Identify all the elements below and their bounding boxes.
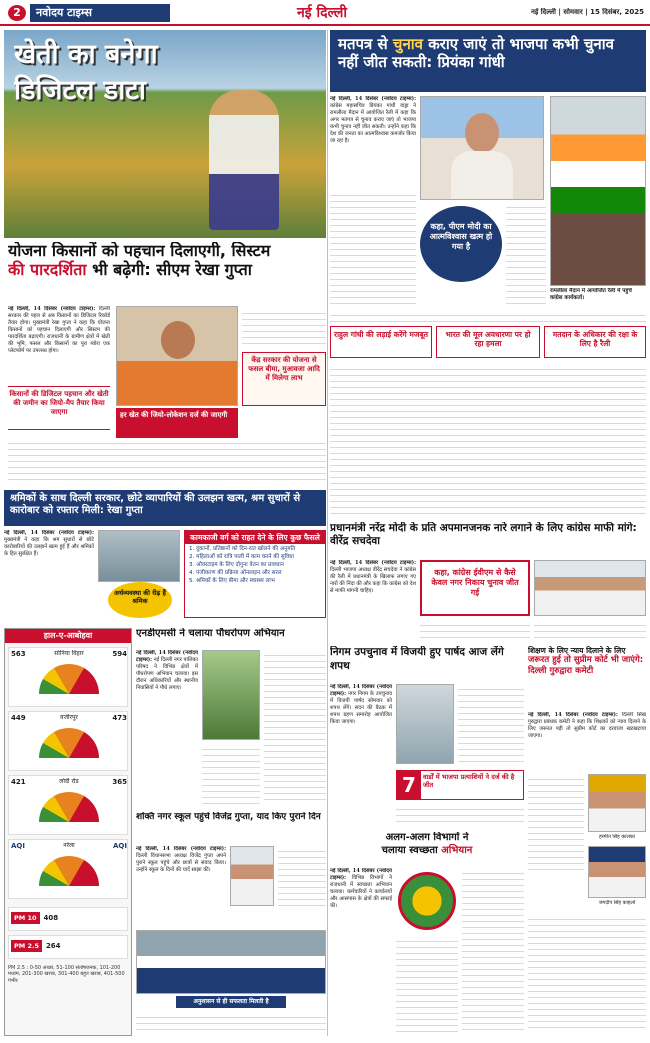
gurudwara-body-text: दिल्ली सिख गुरुद्वारा प्रबंधक कमेटी ने कहा कि शिक्षकों को न्याय दिलाने के लिए जरूरत पड़ी तो सुप्रीम कोर्ट का दरवाजा खटखटाया जाएगा।	[528, 712, 646, 740]
cm-head	[161, 321, 195, 359]
clean-headline-highlight: अभियान	[441, 844, 473, 856]
aqi-card	[8, 775, 128, 835]
aqi-card	[8, 711, 128, 771]
pm-value: 408	[43, 914, 59, 922]
mcd-count-label: वार्डों में भाजपा प्रत्याशियों ने दर्ज की है जीत	[423, 773, 515, 790]
labour-body	[4, 530, 94, 618]
rally-sub-1: राहुल गांधी की लड़ाई करेंगे मजबूत	[330, 326, 432, 358]
cm-photo	[116, 306, 238, 406]
priyanka-head	[465, 113, 499, 153]
labour-box-item: 5. श्रमिकों के लिए बीमा और स्वास्थ्य लाभ	[189, 578, 321, 586]
column-divider	[327, 30, 328, 1036]
headline-rest: भी बढ़ेगी: सीएम रेखा गुप्ता	[92, 259, 252, 279]
mcd-photo	[396, 684, 454, 764]
graphic-headline-1: खेती का बनेगा	[14, 39, 158, 70]
aqi-gauge	[39, 664, 99, 694]
sachdeva-dateline: नई दिल्ली, 14 दिसंबर (नवोदय टाइम्स):	[330, 560, 416, 566]
headline-highlight: की पारदर्शिता	[8, 259, 87, 279]
labour-box-item: 1. दुकानों, प्रतिष्ठानों को दिन-रात खोलने की अनुमति	[189, 546, 321, 554]
city-label: नई दिल्ली	[296, 5, 347, 21]
rally-body-text: कांग्रेस महासचिव प्रियंका गांधी वाड्रा ने रामलीला मैदान में आयोजित रैली में कहा कि अगर मतपत्र से चुनाव कराए जाएं तो भाजपा कभी चुनाव नहीं जीत सकती। उन्होंने कहा कि देश की जनता का आत्मविश्वास कमजोर किया जा रहा है।	[330, 103, 416, 145]
labour-box-title: कामकाजी वर्ग को राहत देने के लिए कुछ फैसले	[185, 531, 325, 544]
rally-col-lines-1	[330, 190, 416, 305]
rally-headline-text	[338, 36, 638, 71]
gurudwara-photo-2-caption: जगदीप सिंह काहलों	[598, 900, 636, 906]
story-sachdeva	[330, 522, 646, 642]
labour-headline: श्रमिकों के साथ दिल्ली सरकार, छोटे व्यापारियों की उलझन खत्म, श्रम सुधारों से कारोबार को रफ्तार मिली: रेखा गुप्ता	[4, 490, 326, 526]
aqi-gauge	[39, 728, 99, 758]
labour-box-item: 3. ओवरटाइम के लिए दोगुना वेतन का प्रावधान	[189, 562, 321, 570]
clean-dateline: नई दिल्ली, 14 दिसंबर (नवोदय टाइम्स):	[330, 868, 392, 882]
clean-body-text: विभिन्न विभागों ने राजधानी में स्वच्छता अभियान चलाया। कर्मचारियों ने कार्यालयों और आसपास के क्षेत्रों की सफाई की।	[330, 875, 392, 910]
masthead	[0, 0, 650, 26]
gurudwara-photo-1-caption: हरमीत सिंह कालका	[598, 834, 635, 840]
gurudwara-dateline: नई दिल्ली, 14 दिसंबर (नवोदय टाइम्स):	[528, 712, 618, 718]
labour-box	[184, 530, 326, 618]
labour-box-item: 2. महिलाओं को रात्रि पाली में काम करने की सुविधा	[189, 554, 321, 562]
farm-text-right	[242, 308, 326, 348]
aqi-card	[8, 839, 128, 899]
aqi-footnote: PM 2.5 : 0-50 अच्छा, 51-100 संतोषजनक, 101-200 मध्यम, 201-300 खराब, 301-400 बहुत खराब, 401-500 गंभीर	[8, 965, 125, 984]
farm-dateline: नई दिल्ली, 14 दिसंबर (नवोदय टाइम्स):	[8, 306, 96, 312]
mcd-headline: निगम उपचुनाव में विजयी हुए पार्षद आज लेंगे शपथ	[330, 646, 504, 672]
rally-headline-rest: कराए जाएं तो भाजपा कभी चुनाव नहीं जीत सकती: प्रियंका गांधी	[338, 35, 614, 71]
gurudwara-headline	[528, 646, 646, 708]
mcd-col-lines	[458, 684, 524, 764]
priyanka-photo	[420, 96, 544, 200]
sachdeva-col-lines	[420, 620, 530, 640]
rally-headline	[330, 30, 646, 92]
ndmc-body-text: नई दिल्ली नगर पालिका परिषद ने विभिन्न क्षेत्रों में पौधरोपण अभियान चलाया। इस दौरान अधिकारियों और स्थानीय निवासियों ने पौधे लगाए।	[136, 657, 198, 692]
ndmc-body	[136, 650, 198, 804]
ndmc-dateline: नई दिल्ली, 14 दिसंबर (नवोदय टाइम्स):	[136, 650, 198, 664]
school-photo	[136, 930, 326, 994]
farm-quote-2: हर खेत की जियो-लोकेशन दर्ज की जाएगी	[116, 408, 238, 438]
story-gurudwara	[528, 646, 646, 1034]
clean-emblem	[398, 872, 456, 930]
headline-farm-line1: योजना किसानों को पहचान दिलाएगी, सिस्टम	[8, 242, 271, 260]
aqi-left-value: AQI	[11, 842, 25, 850]
story-farm-digital	[4, 30, 326, 485]
aqi-right-value: 365	[112, 778, 127, 786]
pm-row	[8, 935, 128, 959]
aqi-location: वजीरपुर	[60, 714, 78, 721]
aqi-gauge	[39, 792, 99, 822]
sachdeva-headline: प्रधानमंत्री नरेंद्र मोदी के प्रति अपमानजनक नारे लगाने के लिए कांग्रेस माफी मांगे: वीरेंद्र सचदेवा	[330, 522, 637, 548]
clean-col-lines-2	[462, 868, 524, 1032]
clean-headline-pre: चलाया स्वच्छता	[381, 844, 438, 856]
rally-sub-text	[330, 364, 646, 514]
crowd-photo	[550, 96, 646, 286]
gurudwara-photo-2	[588, 846, 646, 898]
clean-headline-1: अलग-अलग विभागों ने	[385, 832, 469, 843]
masthead-rule	[0, 24, 650, 26]
aqi-right-value: AQI	[113, 842, 127, 850]
farm-body: दिल्ली सरकार की पहल से अब किसानों का डिजिटल रिकॉर्ड तैयार होगा। मुख्यमंत्री रेखा गुप्ता ने कहा कि योजना किसानों को पहचान दिलाएगी और सिस्टम की पारदर्शिता बढ़ाएगी। राजधानी के ग्रामीण क्षेत्रों में खेती की भूमि, फसल और किसानों का पूरा ब्योरा एक प्लेटफॉर्म पर उपलब्ध होगा।	[8, 306, 110, 355]
farm-pull-quote: किसानों की डिजिटल पहचान और खेती की जमीन का जियो-मैप तैयार किया जाएगा	[8, 386, 110, 430]
gurudwara-photo-1	[588, 774, 646, 832]
mcd-body	[330, 684, 392, 824]
school-dateline: नई दिल्ली, 14 दिसंबर (नवोदय टाइम्स):	[136, 846, 226, 852]
rally-headline-highlight: चुनाव	[392, 35, 423, 53]
labour-dateline: नई दिल्ली, 14 दिसंबर (नवोदय टाइम्स):	[4, 530, 94, 536]
labour-photo	[98, 530, 180, 582]
rally-col-lines-3	[330, 310, 646, 322]
crowd-caption: रामलीला मैदान में आयोजित रैली में पहुंचे कांग्रेस कार्यकर्ता।	[550, 288, 632, 301]
mcd-col-lines-2	[396, 804, 524, 824]
school-inset-photo	[230, 846, 274, 906]
sachdeva-photo	[534, 560, 646, 616]
gurudwara-headline-2: जरूरत हुई तो सुप्रीम कोर्ट भी जाएंगे: दिल्ली गुरुद्वारा कमेटी	[528, 655, 644, 676]
ndmc-col-lines-2	[202, 744, 260, 804]
gurudwara-headline-1: शिक्षण के लिए न्याय दिलाने के लिए	[528, 646, 626, 655]
aqi-location: लोदी रोड	[59, 778, 79, 785]
school-headline: शक्ति नगर स्कूल पहुंचे विजेंद्र गुप्ता, याद किए पुराने दिन	[136, 812, 321, 822]
gurudwara-col-lines	[528, 774, 584, 874]
graphic-headline-2: डिजिटल डाटा	[14, 75, 146, 106]
ndmc-photo	[202, 650, 260, 740]
farmer-figure	[209, 90, 279, 230]
story-mcd-oath	[330, 646, 524, 828]
rally-sub-3: मतदान के अधिकार की रक्षा के लिए है रैली	[544, 326, 646, 358]
clean-col-lines	[396, 936, 458, 1032]
mcd-count-number: 7	[397, 771, 421, 799]
gurudwara-body	[528, 712, 646, 772]
headline-farm-line2	[8, 261, 324, 280]
pm-row	[8, 907, 128, 931]
school-body	[136, 846, 226, 926]
sachdeva-box: कहा, कांग्रेस ईवीएम से कैसे केवल नगर निकाय चुनाव जीत गई	[420, 560, 530, 616]
aqi-left-value: 421	[11, 778, 26, 786]
rally-headline-pre: मतपत्र से	[338, 35, 388, 53]
sachdeva-body	[330, 560, 416, 640]
aqi-right-value: 473	[112, 714, 127, 722]
clean-headline	[330, 832, 524, 864]
clean-headline-2	[330, 845, 524, 858]
aqi-card	[8, 647, 128, 707]
school-col-lines-2	[136, 1012, 326, 1032]
school-inset-caption: अनुशासन से ही सफलता मिलती है	[176, 996, 286, 1008]
date-line: नई दिल्ली | सोमवार | 15 दिसंबर, 2025	[530, 8, 644, 16]
farm-graphic	[4, 30, 326, 238]
headline-farm	[8, 242, 324, 300]
paper-name: नवोदय टाइम्स	[30, 4, 170, 22]
rally-bubble: कहा, पीएम मोदी का आत्मविश्वास खत्म हो गया है	[420, 206, 502, 282]
aqi-right-value: 594	[112, 650, 127, 658]
rally-col-lines-2	[506, 202, 546, 306]
mcd-body-text: नगर निगम के उपचुनाव में विजयी पार्षद सोमवार को शपथ लेंगे। सदन की बैठक में शपथ ग्रहण समारोह आयोजित किया जाएगा।	[330, 691, 392, 726]
priyanka-body	[451, 151, 513, 200]
pm-value: 264	[45, 942, 61, 950]
gurudwara-col-lines-2	[528, 914, 646, 1032]
labour-box-list	[185, 544, 325, 587]
aqi-panel	[4, 628, 132, 1036]
pm-label: PM 10	[11, 912, 40, 924]
story-ndmc	[136, 628, 326, 806]
story-cleanliness	[330, 832, 524, 1034]
aqi-location: नरेला	[63, 842, 75, 849]
school-body-text: दिल्ली विधानसभा अध्यक्ष विजेंद्र गुप्ता अपने पुराने स्कूल पहुंचे और छात्रों से संवाद किया। उन्होंने स्कूल के दिनों की यादें साझा कीं।	[136, 853, 226, 874]
sachdeva-col-lines-2	[534, 620, 646, 640]
page-number: 2	[8, 5, 26, 21]
aqi-left-value: 563	[11, 650, 26, 658]
labour-body-text: मुख्यमंत्री ने कहा कि श्रम सुधारों से छोटे कारोबारियों की उलझनें खत्म हुई हैं और श्रमिकों के हित सुरक्षित हैं।	[4, 537, 94, 558]
mcd-count-box	[396, 770, 524, 800]
aqi-left-value: 449	[11, 714, 26, 722]
ndmc-col-lines	[264, 650, 326, 804]
labour-box-item: 4. पंजीकरण की प्रक्रिया ऑनलाइन और सरल	[189, 570, 321, 578]
labour-circle: अर्थव्यवस्था की रीढ़ हैं श्रमिक	[108, 582, 172, 618]
sachdeva-body-text: दिल्ली भाजपा अध्यक्ष वीरेंद्र सचदेवा ने कांग्रेस की रैली में प्रधानमंत्री के खिलाफ लगाए गए नारों की निंदा की और कहा कि कांग्रेस को देश से माफी मांगनी चाहिए।	[330, 567, 416, 595]
rally-sub-2: भारत की मूल अवधारणा पर हो रहा हमला	[436, 326, 540, 358]
story-school	[136, 812, 326, 1034]
school-col-lines	[278, 846, 326, 906]
farm-text-columns	[8, 438, 326, 484]
rally-dateline: नई दिल्ली, 14 दिसंबर (नवोदय टाइम्स):	[330, 96, 416, 102]
pm-label: PM 2.5	[11, 940, 42, 952]
aqi-location: सोनिया विहार	[54, 650, 84, 657]
mcd-dateline: नई दिल्ली, 14 दिसंबर (नवोदय टाइम्स):	[330, 684, 392, 698]
farm-quote-3: केंद्र सरकार की योजना से फसल बीमा, मुआवजा आदि में मिलेगा लाभ	[242, 352, 326, 406]
story-rally	[330, 30, 646, 520]
aqi-title: हाल-ए-आबोहवा	[5, 629, 131, 643]
aqi-gauge	[39, 856, 99, 886]
story-labour	[4, 490, 326, 620]
clean-body	[330, 868, 392, 1032]
ndmc-headline: एनडीएमसी ने चलाया पौधरोपण अभियान	[136, 628, 285, 639]
